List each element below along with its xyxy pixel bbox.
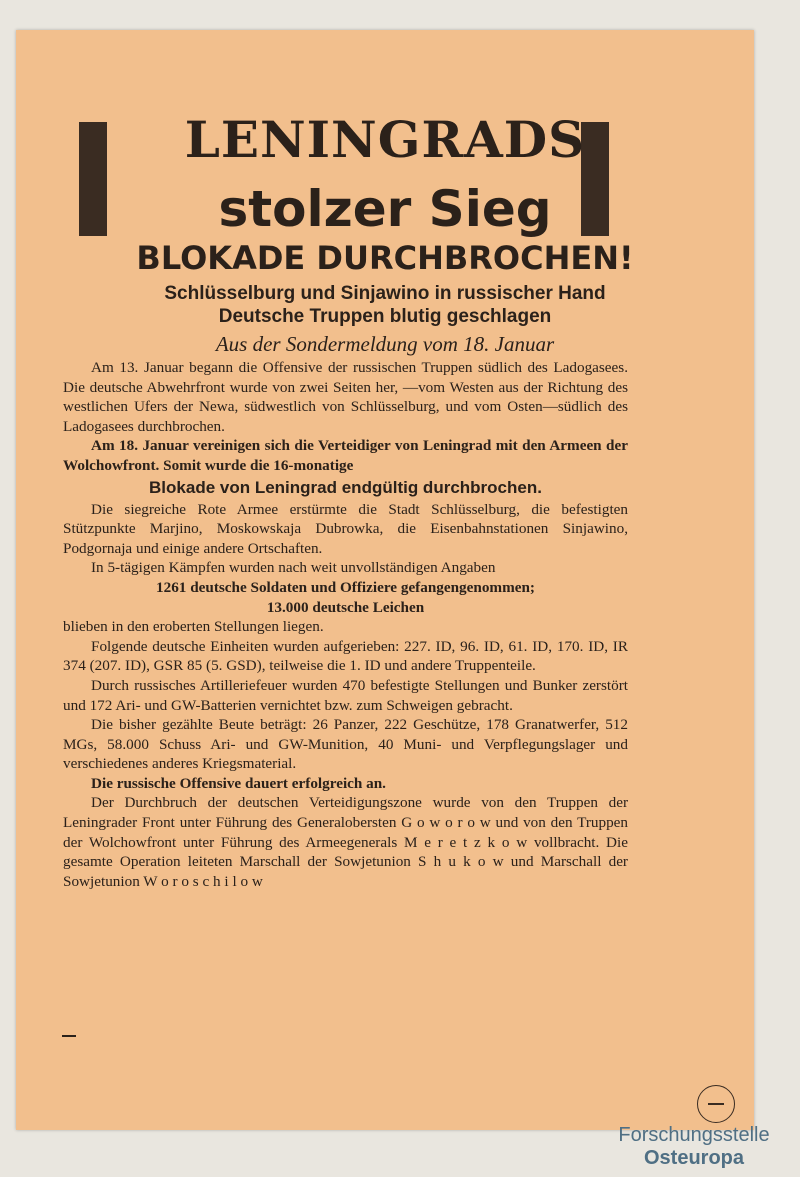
subtitle-line-1: Schlüsselburg und Sinjawino in russischer Hand: [164, 283, 606, 304]
paragraph: Durch russisches Artilleriefeuer wurden 470 befestigte Stellungen und Bunker zerstört und 172 Ari- und GW-Batterien vernichtet bzw. zum Schweigen gebracht.: [63, 676, 628, 714]
subtitle-line-2: Deutsche Truppen blutig geschlagen: [218, 306, 552, 327]
paragraph: Die siegreiche Rote Armee erstürmte die Stadt Schlüsselburg, die befestigten Stützpunkte Marjino, Moskowskaja Dubrowka, die Eisenbahnstationen Sinjawino, Podgornaja und einige andere Ortschaften.: [63, 500, 628, 557]
headline-blokade: BLOKADE DURCHBROCHEN!: [136, 239, 634, 277]
paragraph: Folgende deutsche Einheiten wurden aufgerieben: 227. ID, 96. ID, 61. ID, 170. ID, IR 374 (207. ID), GSR 85 (5. GSD), teilweise die 1. ID und andere Truppenteile.: [63, 637, 628, 675]
archive-stamp-icon: [697, 1085, 735, 1123]
watermark-line-1: Forschungsstelle: [618, 1124, 770, 1146]
paragraph-bold: 13.000 deutsche Leichen: [266, 598, 425, 616]
paragraph: Die bisher gezählte Beute beträgt: 26 Panzer, 222 Geschütze, 178 Granatwerfer, 512 MGs, 58.000 Schuss Ari- und GW-Munition, 40 Muni- und Verpflegungslager und verschiedenes anderes Kriegsmaterial.: [63, 716, 628, 773]
paragraph: Der Durchbruch der deutschen Verteidigungszone wurde von den Truppen der Leningrader Front unter Führung des Generalobersten G o w o r o w und von den Truppen der Wolchowfront unter Führung des Armeegenerals M e r e t z k o w vollbracht. Die gesamte Operation leiteten Marschall der Sowjetunion S h u k o w und Marschall der Sowjetunion W o r o s c h i l o w: [63, 794, 628, 890]
body-text: [63, 358, 628, 891]
dateline: Aus der Sondermeldung vom 18. Januar: [215, 332, 555, 356]
section-heading: Blokade von Leningrad endgültig durchbrochen.: [149, 477, 542, 497]
paragraph-bold: Die russische Offensive dauert erfolgreich an.: [91, 774, 386, 792]
watermark-line-2: Osteuropa: [643, 1147, 745, 1169]
end-dash: [62, 1035, 76, 1037]
paragraph-bold: Am 18. Januar vereinigen sich die Verteidiger von Leningrad mit den Armeen der Wolchowfront. Somit wurde die 16-monatige: [63, 437, 628, 474]
leaflet-sheet: [16, 30, 754, 1130]
paragraph: blieben in den eroberten Stellungen liegen.: [63, 618, 324, 636]
paragraph-bold: 1261 deutsche Soldaten und Offiziere gefangengenommen;: [156, 578, 535, 596]
paragraph: In 5-tägigen Kämpfen wurden nach weit unvollständigen Angaben: [91, 559, 496, 577]
headline-leningrads: LENINGRADS: [184, 110, 586, 169]
headline-stolzer-sieg: stolzer Sieg: [218, 180, 552, 238]
paragraph: Am 13. Januar begann die Offensive der russischen Truppen südlich des Ladogasees. Die deutsche Abwehrfront wurde von zwei Seiten her, —vom Westen aus der Richtung des westlichen Ufers der Newa, südwestlich von Schlüsselburg, und vom Osten—südlich des Ladogasees durchbrochen.: [63, 359, 628, 435]
